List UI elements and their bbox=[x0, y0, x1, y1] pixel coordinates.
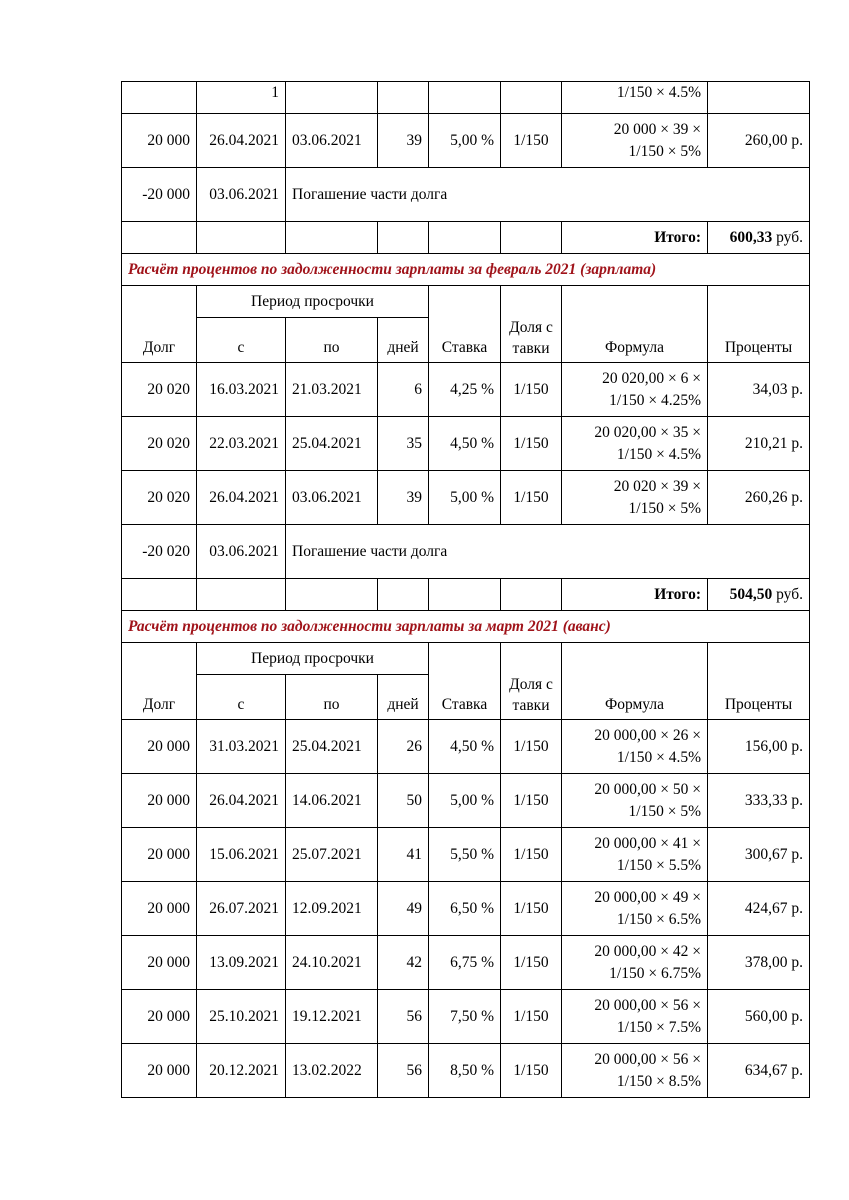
cell-from-date: 20.12.2021 bbox=[197, 1044, 286, 1098]
cell-empty bbox=[122, 222, 197, 254]
cell-rate: 7,50 % bbox=[429, 990, 501, 1044]
cell-from-date: 26.04.2021 bbox=[197, 471, 286, 525]
cell-from-date: 13.09.2021 bbox=[197, 936, 286, 990]
header-debt: Долг bbox=[122, 286, 197, 363]
header-to: по bbox=[286, 675, 378, 720]
cell-to-date: 13.02.2022 bbox=[286, 1044, 378, 1098]
cell-repayment-note: Погашение части долга bbox=[286, 525, 810, 579]
formula-line-2: 1/150 × 5% bbox=[628, 499, 701, 517]
cell-share: 1/150 bbox=[501, 1044, 562, 1098]
cell-interest: 634,67 р. bbox=[708, 1044, 810, 1098]
header-share: Доля ставки bbox=[501, 643, 562, 720]
cell-debt: 20 000 bbox=[122, 936, 197, 990]
formula-line-2: 1/150 × 6.75% bbox=[609, 964, 701, 982]
table-row bbox=[122, 417, 810, 471]
header-from: с bbox=[197, 318, 286, 363]
cell-days: 50 bbox=[378, 774, 429, 828]
cell-debt: 20 000 bbox=[122, 774, 197, 828]
cell-days bbox=[378, 82, 429, 114]
formula-line-2: 1/150 × 8.5% bbox=[616, 1072, 701, 1090]
formula-line-1: 20 020,00 × 35 × bbox=[594, 423, 701, 441]
table-row-repayment bbox=[122, 168, 810, 222]
cell-rate: 6,75 % bbox=[429, 936, 501, 990]
table-row-partial bbox=[122, 82, 810, 114]
header-days: дней bbox=[378, 318, 429, 363]
table-header-row-1 bbox=[122, 286, 810, 318]
header-formula: Формула bbox=[562, 643, 708, 720]
cell-formula bbox=[562, 828, 708, 882]
formula-line-2: 1/150 × 5% bbox=[628, 142, 701, 160]
cell-days: 49 bbox=[378, 882, 429, 936]
formula-line-2: 1/150 × 4.5% bbox=[616, 748, 701, 766]
cell-from-date: 22.03.2021 bbox=[197, 417, 286, 471]
cell-empty bbox=[286, 579, 378, 611]
table-row bbox=[122, 990, 810, 1044]
formula-line-1: 20 000 × 39 × bbox=[613, 120, 701, 138]
cell-to-date: 24.10.2021 bbox=[286, 936, 378, 990]
cell-share: 1/150 bbox=[501, 990, 562, 1044]
cell-formula bbox=[562, 990, 708, 1044]
cell-rate: 5,50 % bbox=[429, 828, 501, 882]
cell-interest: 260,26 р. bbox=[708, 471, 810, 525]
formula-line-1: 20 000,00 × 56 × bbox=[594, 996, 701, 1014]
section-title: Расчёт процентов по задолженности зарплаты за март 2021 (аванс) bbox=[122, 611, 810, 643]
formula-line-1: 20 000,00 × 41 × bbox=[594, 834, 701, 852]
total-label: Итого: bbox=[562, 222, 708, 254]
cell-to bbox=[286, 82, 378, 114]
cell-share: 1/150 bbox=[501, 114, 562, 168]
cell-to-date: 25.07.2021 bbox=[286, 828, 378, 882]
cell-share: 1/150 bbox=[501, 471, 562, 525]
cell-interest: 260,00 р. bbox=[708, 114, 810, 168]
cell-interest: 560,00 р. bbox=[708, 990, 810, 1044]
cell-share: 1/150 bbox=[501, 936, 562, 990]
cell-debt bbox=[122, 82, 197, 114]
formula-line-2: 1/150 × 6.5% bbox=[616, 910, 701, 928]
formula-line-2: 1/150 × 5.5% bbox=[616, 856, 701, 874]
cell-days: 39 bbox=[378, 471, 429, 525]
cell-repayment-note: Погашение части долга bbox=[286, 168, 810, 222]
cell-debt: 20 000 bbox=[122, 114, 197, 168]
header-interest: Проценты bbox=[708, 286, 810, 363]
cell-debt: -20 000 bbox=[122, 168, 197, 222]
cell-days: 56 bbox=[378, 1044, 429, 1098]
header-share: Доля ставки bbox=[501, 286, 562, 363]
cell-debt: 20 000 bbox=[122, 990, 197, 1044]
cell-interest: 378,00 р. bbox=[708, 936, 810, 990]
cell-formula bbox=[562, 720, 708, 774]
formula-line-1: 20 020,00 × 6 × bbox=[602, 369, 701, 387]
table-row bbox=[122, 882, 810, 936]
header-rate: Ставка bbox=[429, 643, 501, 720]
table-row bbox=[122, 114, 810, 168]
formula-line-2: 1/150 × 5% bbox=[628, 802, 701, 820]
cell-rate: 5,00 % bbox=[429, 471, 501, 525]
cell-from-date: 26.07.2021 bbox=[197, 882, 286, 936]
cell-to-date: 03.06.2021 bbox=[286, 114, 378, 168]
table-row bbox=[122, 828, 810, 882]
cell-formula bbox=[562, 1044, 708, 1098]
cell-to-date: 12.09.2021 bbox=[286, 882, 378, 936]
cell-empty bbox=[197, 222, 286, 254]
cell-empty bbox=[501, 579, 562, 611]
total-value-cell bbox=[708, 222, 810, 254]
table-body bbox=[122, 82, 810, 1098]
cell-interest: 210,21 р. bbox=[708, 417, 810, 471]
total-unit: руб. bbox=[772, 585, 803, 603]
cell-rate bbox=[429, 82, 501, 114]
cell-interest: 34,03 р. bbox=[708, 363, 810, 417]
cell-formula bbox=[562, 774, 708, 828]
cell-to-date: 19.12.2021 bbox=[286, 990, 378, 1044]
total-value: 504,50 bbox=[729, 585, 773, 603]
cell-to-date: 21.03.2021 bbox=[286, 363, 378, 417]
cell-to-date: 25.04.2021 bbox=[286, 720, 378, 774]
cell-debt: 20 000 bbox=[122, 1044, 197, 1098]
cell-from-date: 26.04.2021 bbox=[197, 774, 286, 828]
formula-line-1: 20 000,00 × 50 × bbox=[594, 780, 701, 798]
cell-rate: 5,00 % bbox=[429, 774, 501, 828]
formula-line-1: 20 020 × 39 × bbox=[613, 477, 701, 495]
cell-date: 03.06.2021 bbox=[197, 168, 286, 222]
cell-from-date: 16.03.2021 bbox=[197, 363, 286, 417]
formula-line-2: 1/150 × 4.5% bbox=[616, 445, 701, 463]
header-formula: Формула bbox=[562, 286, 708, 363]
cell-days: 42 bbox=[378, 936, 429, 990]
cell-days: 56 bbox=[378, 990, 429, 1044]
cell-date: 03.06.2021 bbox=[197, 525, 286, 579]
cell-interest: 156,00 р. bbox=[708, 720, 810, 774]
section-title-row bbox=[122, 611, 810, 643]
cell-empty bbox=[501, 222, 562, 254]
table-row bbox=[122, 471, 810, 525]
table-row-repayment bbox=[122, 525, 810, 579]
cell-empty bbox=[197, 579, 286, 611]
cell-rate: 8,50 % bbox=[429, 1044, 501, 1098]
cell-debt: 20 020 bbox=[122, 417, 197, 471]
cell-interest: 333,33 р. bbox=[708, 774, 810, 828]
cell-formula-tail: 1/150 × 4.5% bbox=[562, 82, 708, 114]
cell-formula bbox=[562, 417, 708, 471]
cell-share: 1/150 bbox=[501, 828, 562, 882]
cell-share: 1/150 bbox=[501, 417, 562, 471]
cell-empty bbox=[286, 222, 378, 254]
cell-from-date: 31.03.2021 bbox=[197, 720, 286, 774]
cell-rate: 4,50 % bbox=[429, 720, 501, 774]
section-title-row bbox=[122, 254, 810, 286]
cell-date-tail: 1 bbox=[197, 82, 286, 114]
cell-interest: 424,67 р. bbox=[708, 882, 810, 936]
header-rate: Ставка bbox=[429, 286, 501, 363]
cell-formula bbox=[562, 936, 708, 990]
table-header-row-1 bbox=[122, 643, 810, 675]
cell-days: 41 bbox=[378, 828, 429, 882]
section-title: Расчёт процентов по задолженности зарплаты за февраль 2021 (зарплата) bbox=[122, 254, 810, 286]
cell-formula bbox=[562, 882, 708, 936]
cell-days: 26 bbox=[378, 720, 429, 774]
header-interest: Проценты bbox=[708, 643, 810, 720]
table-row bbox=[122, 1044, 810, 1098]
formula-line-2: 1/150 × 7.5% bbox=[616, 1018, 701, 1036]
cell-formula bbox=[562, 114, 708, 168]
header-period: Период просрочки bbox=[197, 286, 429, 318]
header-debt: Долг bbox=[122, 643, 197, 720]
table-row-total bbox=[122, 222, 810, 254]
cell-days: 39 bbox=[378, 114, 429, 168]
total-value: 600,33 bbox=[729, 228, 773, 246]
cell-share: 1/150 bbox=[501, 363, 562, 417]
cell-days: 6 bbox=[378, 363, 429, 417]
total-label: Итого: bbox=[562, 579, 708, 611]
cell-debt: -20 020 bbox=[122, 525, 197, 579]
interest-calculation-table bbox=[121, 81, 810, 1098]
formula-line-1: 20 000,00 × 56 × bbox=[594, 1050, 701, 1068]
formula-line-2: 1/150 × 4.25% bbox=[609, 391, 701, 409]
cell-from-date: 26.04.2021 bbox=[197, 114, 286, 168]
cell-empty bbox=[122, 579, 197, 611]
table-row bbox=[122, 936, 810, 990]
cell-formula bbox=[562, 471, 708, 525]
formula-line-1: 20 000,00 × 49 × bbox=[594, 888, 701, 906]
cell-from-date: 25.10.2021 bbox=[197, 990, 286, 1044]
table-row bbox=[122, 363, 810, 417]
header-from: с bbox=[197, 675, 286, 720]
cell-interest: 300,67 р. bbox=[708, 828, 810, 882]
cell-debt: 20 000 bbox=[122, 882, 197, 936]
cell-empty bbox=[429, 222, 501, 254]
cell-rate: 5,00 % bbox=[429, 114, 501, 168]
cell-share bbox=[501, 82, 562, 114]
total-unit: руб. bbox=[772, 228, 803, 246]
cell-to-date: 25.04.2021 bbox=[286, 417, 378, 471]
cell-debt: 20 020 bbox=[122, 471, 197, 525]
table-row bbox=[122, 720, 810, 774]
formula-line-1: 20 000,00 × 42 × bbox=[594, 942, 701, 960]
cell-rate: 6,50 % bbox=[429, 882, 501, 936]
cell-to-date: 03.06.2021 bbox=[286, 471, 378, 525]
header-period: Период просрочки bbox=[197, 643, 429, 675]
cell-from-date: 15.06.2021 bbox=[197, 828, 286, 882]
cell-empty bbox=[378, 222, 429, 254]
cell-debt: 20 000 bbox=[122, 828, 197, 882]
header-to: по bbox=[286, 318, 378, 363]
header-days: дней bbox=[378, 675, 429, 720]
total-value-cell bbox=[708, 579, 810, 611]
cell-days: 35 bbox=[378, 417, 429, 471]
table-row-total bbox=[122, 579, 810, 611]
cell-share: 1/150 bbox=[501, 882, 562, 936]
cell-debt: 20 000 bbox=[122, 720, 197, 774]
table-row bbox=[122, 774, 810, 828]
cell-share: 1/150 bbox=[501, 774, 562, 828]
cell-empty bbox=[378, 579, 429, 611]
cell-debt: 20 020 bbox=[122, 363, 197, 417]
cell-to-date: 14.06.2021 bbox=[286, 774, 378, 828]
cell-share: 1/150 bbox=[501, 720, 562, 774]
cell-rate: 4,50 % bbox=[429, 417, 501, 471]
cell-empty bbox=[429, 579, 501, 611]
cell-formula bbox=[562, 363, 708, 417]
cell-rate: 4,25 % bbox=[429, 363, 501, 417]
cell-interest bbox=[708, 82, 810, 114]
formula-line-1: 20 000,00 × 26 × bbox=[594, 726, 701, 744]
